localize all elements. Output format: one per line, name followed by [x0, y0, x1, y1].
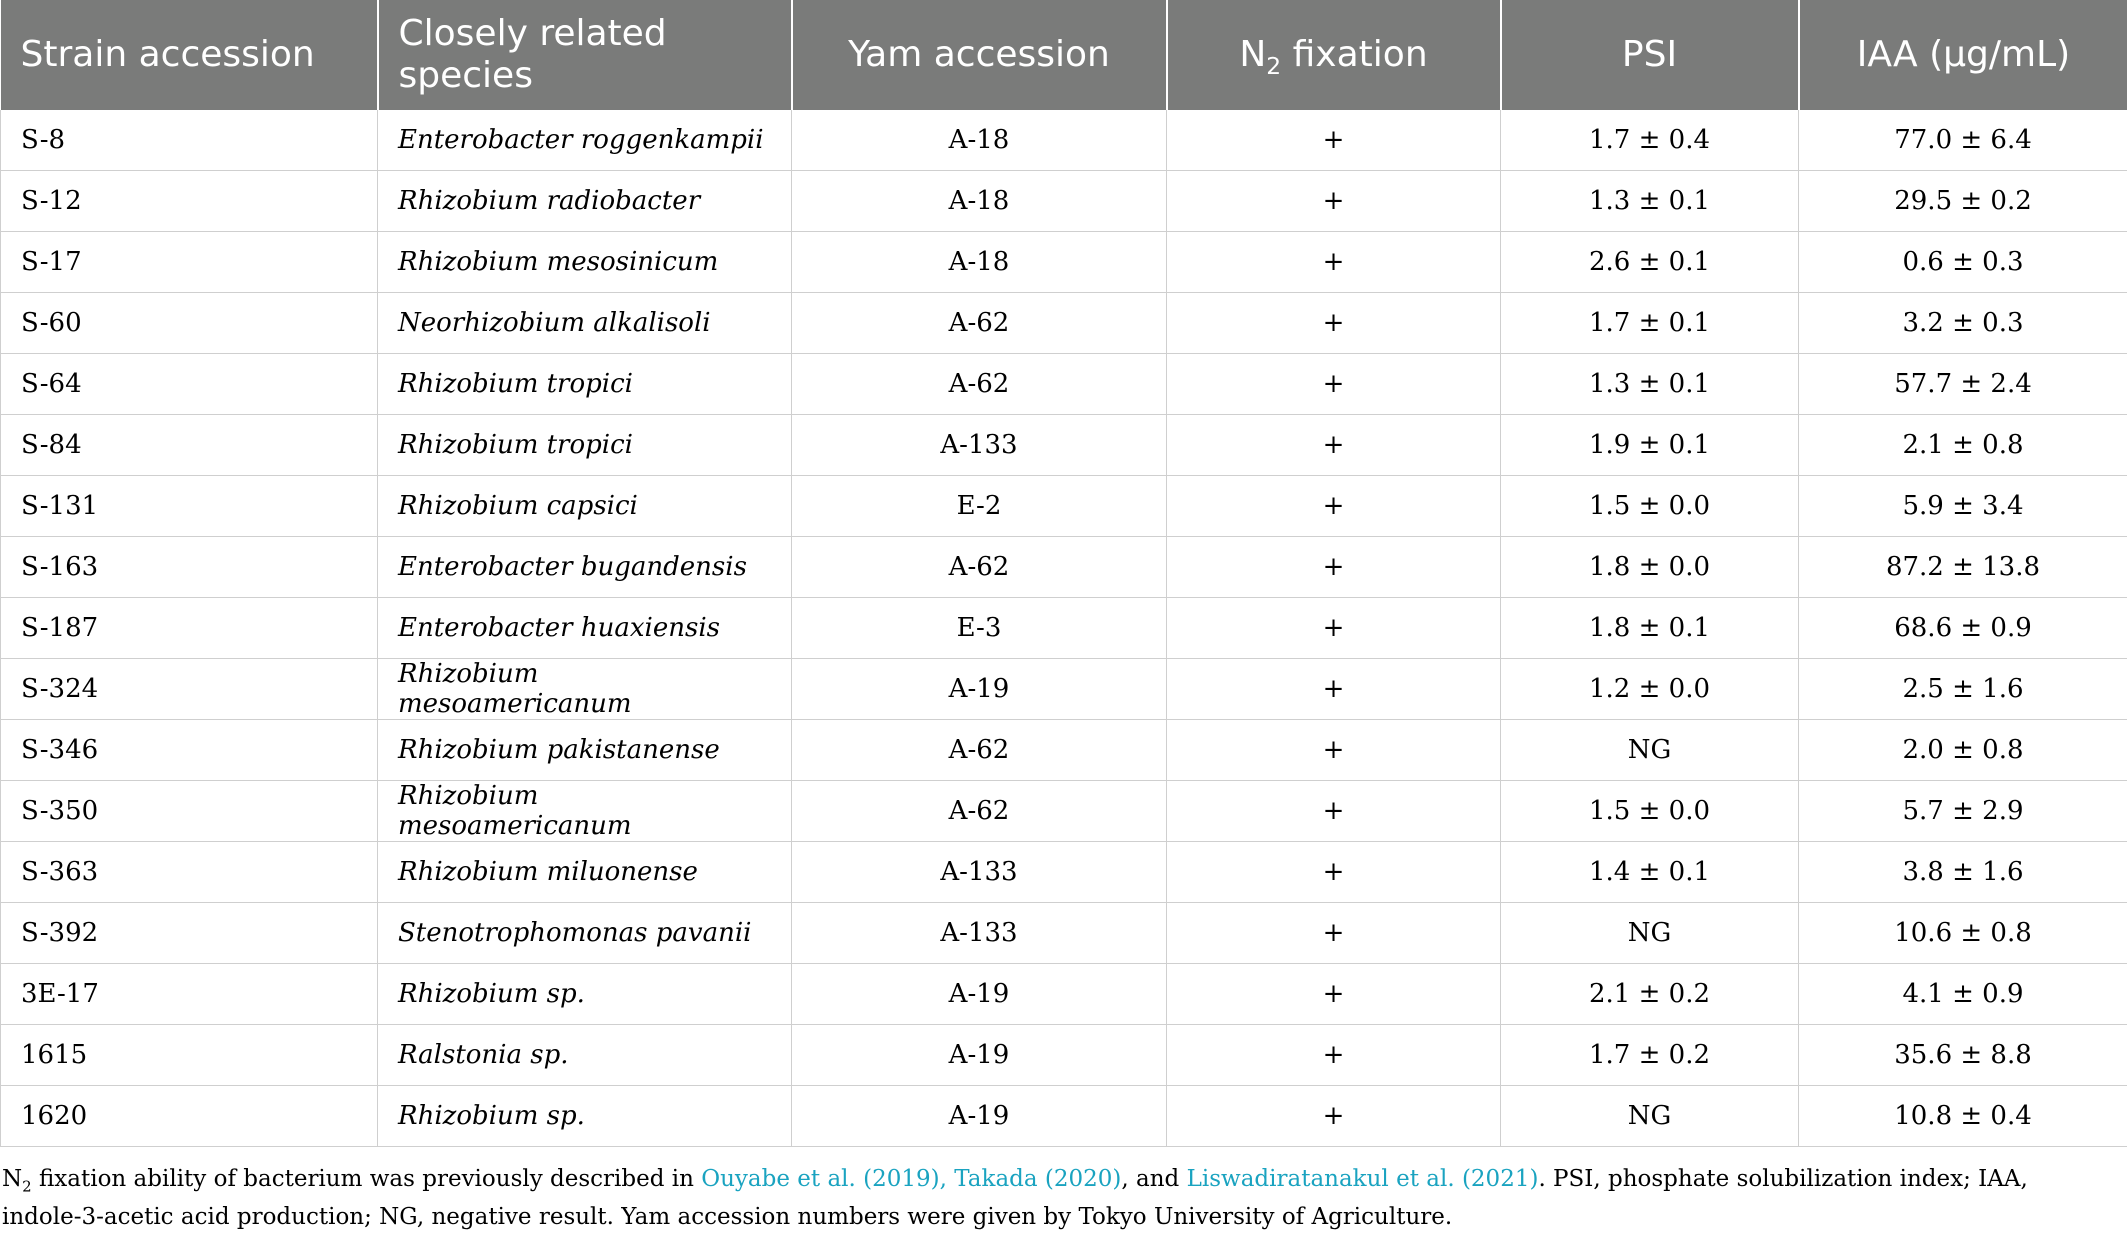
- cell-iaa: 29.5 ± 0.2: [1799, 171, 2127, 232]
- cell-strain: S-131: [1, 476, 378, 537]
- table-row: [1, 1086, 2127, 1147]
- cell-psi: NG: [1501, 720, 1799, 781]
- cell-species: Rhizobium mesosinicum: [378, 232, 792, 293]
- cell-yam: A-18: [792, 232, 1167, 293]
- cell-yam: A-133: [792, 842, 1167, 903]
- cell-iaa: 5.7 ± 2.9: [1799, 781, 2127, 842]
- cell-n2-fixation: +: [1167, 659, 1501, 720]
- cell-iaa: 10.6 ± 0.8: [1799, 903, 2127, 964]
- footnote-n2-sub: 2: [22, 1177, 32, 1196]
- cell-iaa: 2.1 ± 0.8: [1799, 415, 2127, 476]
- cell-n2-fixation: +: [1167, 720, 1501, 781]
- cell-species: Neorhizobium alkalisoli: [378, 293, 792, 354]
- table-row: [1, 1025, 2127, 1086]
- cell-psi: 1.3 ± 0.1: [1501, 354, 1799, 415]
- cell-psi: 1.7 ± 0.2: [1501, 1025, 1799, 1086]
- header-row: [1, 0, 2127, 110]
- cell-yam: A-18: [792, 110, 1167, 171]
- cell-yam: A-133: [792, 903, 1167, 964]
- cell-species: Enterobacter huaxiensis: [378, 598, 792, 659]
- cell-psi: 1.2 ± 0.0: [1501, 659, 1799, 720]
- cell-psi: 1.5 ± 0.0: [1501, 476, 1799, 537]
- cell-iaa: 35.6 ± 8.8: [1799, 1025, 2127, 1086]
- cell-yam: A-19: [792, 1025, 1167, 1086]
- cell-psi: 1.8 ± 0.0: [1501, 537, 1799, 598]
- reference-link-ouyabe-takada[interactable]: Ouyabe et al. (2019), Takada (2020): [701, 1166, 1122, 1192]
- cell-iaa: 0.6 ± 0.3: [1799, 232, 2127, 293]
- cell-psi: 1.5 ± 0.0: [1501, 781, 1799, 842]
- cell-strain: S-392: [1, 903, 378, 964]
- footnote-text-2: , and: [1121, 1166, 1187, 1192]
- cell-species: Enterobacter bugandensis: [378, 537, 792, 598]
- header-strain: Strain accession: [1, 0, 378, 110]
- table-row: [1, 659, 2127, 720]
- cell-n2-fixation: +: [1167, 842, 1501, 903]
- cell-psi: NG: [1501, 903, 1799, 964]
- cell-yam: A-18: [792, 171, 1167, 232]
- table-row: [1, 537, 2127, 598]
- cell-iaa: 57.7 ± 2.4: [1799, 354, 2127, 415]
- cell-psi: NG: [1501, 1086, 1799, 1147]
- cell-strain: S-8: [1, 110, 378, 171]
- cell-n2-fixation: +: [1167, 293, 1501, 354]
- cell-iaa: 5.9 ± 3.4: [1799, 476, 2127, 537]
- cell-yam: A-19: [792, 1086, 1167, 1147]
- cell-n2-fixation: +: [1167, 415, 1501, 476]
- cell-yam: A-19: [792, 659, 1167, 720]
- cell-yam: A-133: [792, 415, 1167, 476]
- cell-n2-fixation: +: [1167, 171, 1501, 232]
- cell-n2-fixation: +: [1167, 537, 1501, 598]
- cell-strain: 1620: [1, 1086, 378, 1147]
- header-n2-suffix: fixation: [1281, 34, 1428, 75]
- cell-strain: 3E-17: [1, 964, 378, 1025]
- table-row: [1, 110, 2127, 171]
- cell-species: Stenotrophomonas pavanii: [378, 903, 792, 964]
- table-body: [1, 110, 2127, 1147]
- cell-n2-fixation: +: [1167, 781, 1501, 842]
- cell-yam: A-62: [792, 781, 1167, 842]
- cell-iaa: 87.2 ± 13.8: [1799, 537, 2127, 598]
- cell-psi: 1.7 ± 0.4: [1501, 110, 1799, 171]
- table-row: [1, 842, 2127, 903]
- header-n2-fixation: [1167, 0, 1501, 110]
- header-species: Closely related species: [378, 0, 792, 110]
- table-row: [1, 476, 2127, 537]
- table-row: [1, 903, 2127, 964]
- cell-species: Rhizobium tropici: [378, 415, 792, 476]
- cell-yam: A-62: [792, 537, 1167, 598]
- table-row: [1, 598, 2127, 659]
- cell-n2-fixation: +: [1167, 964, 1501, 1025]
- cell-strain: S-64: [1, 354, 378, 415]
- cell-n2-fixation: +: [1167, 1025, 1501, 1086]
- cell-yam: A-19: [792, 964, 1167, 1025]
- cell-yam: A-62: [792, 720, 1167, 781]
- cell-iaa: 10.8 ± 0.4: [1799, 1086, 2127, 1147]
- cell-strain: S-363: [1, 842, 378, 903]
- cell-strain: S-163: [1, 537, 378, 598]
- cell-strain: S-324: [1, 659, 378, 720]
- cell-strain: S-12: [1, 171, 378, 232]
- cell-psi: 1.9 ± 0.1: [1501, 415, 1799, 476]
- cell-psi: 2.6 ± 0.1: [1501, 232, 1799, 293]
- cell-n2-fixation: +: [1167, 110, 1501, 171]
- cell-species: Rhizobium miluonense: [378, 842, 792, 903]
- table-row: [1, 171, 2127, 232]
- cell-iaa: 4.1 ± 0.9: [1799, 964, 2127, 1025]
- cell-n2-fixation: +: [1167, 903, 1501, 964]
- cell-yam: E-2: [792, 476, 1167, 537]
- table-row: [1, 293, 2127, 354]
- cell-iaa: 3.8 ± 1.6: [1799, 842, 2127, 903]
- table-row: [1, 415, 2127, 476]
- cell-species: Rhizobium sp.: [378, 1086, 792, 1147]
- cell-species: Rhizobium sp.: [378, 964, 792, 1025]
- cell-species: Rhizobium capsici: [378, 476, 792, 537]
- table-footnote: [2, 1160, 2112, 1236]
- cell-species: Ralstonia sp.: [378, 1025, 792, 1086]
- table-row: [1, 720, 2127, 781]
- cell-n2-fixation: +: [1167, 232, 1501, 293]
- cell-species: Rhizobium tropici: [378, 354, 792, 415]
- cell-n2-fixation: +: [1167, 476, 1501, 537]
- cell-psi: 1.8 ± 0.1: [1501, 598, 1799, 659]
- cell-strain: S-187: [1, 598, 378, 659]
- cell-strain: S-60: [1, 293, 378, 354]
- cell-species: Rhizobium pakistanense: [378, 720, 792, 781]
- table-row: [1, 232, 2127, 293]
- header-n2-sub: 2: [1266, 52, 1282, 81]
- cell-yam: E-3: [792, 598, 1167, 659]
- table-row: [1, 781, 2127, 842]
- cell-yam: A-62: [792, 293, 1167, 354]
- cell-yam: A-62: [792, 354, 1167, 415]
- cell-strain: S-17: [1, 232, 378, 293]
- cell-psi: 1.7 ± 0.1: [1501, 293, 1799, 354]
- cell-iaa: 3.2 ± 0.3: [1799, 293, 2127, 354]
- cell-species: Rhizobium mesoamericanum: [378, 659, 792, 720]
- cell-iaa: 77.0 ± 6.4: [1799, 110, 2127, 171]
- header-n2-prefix: N: [1239, 34, 1267, 75]
- cell-n2-fixation: +: [1167, 598, 1501, 659]
- cell-psi: 1.3 ± 0.1: [1501, 171, 1799, 232]
- table-row: [1, 964, 2127, 1025]
- cell-strain: S-350: [1, 781, 378, 842]
- cell-species: Rhizobium radiobacter: [378, 171, 792, 232]
- header-yam: Yam accession: [792, 0, 1167, 110]
- header-psi: PSI: [1501, 0, 1799, 110]
- cell-psi: 2.1 ± 0.2: [1501, 964, 1799, 1025]
- cell-n2-fixation: +: [1167, 1086, 1501, 1147]
- footnote-n2-prefix: N: [2, 1166, 23, 1192]
- cell-iaa: 68.6 ± 0.9: [1799, 598, 2127, 659]
- cell-strain: S-84: [1, 415, 378, 476]
- cell-strain: S-346: [1, 720, 378, 781]
- cell-iaa: 2.0 ± 0.8: [1799, 720, 2127, 781]
- footnote-text-3: . PSI, phosphate solubilization index; IAA, indole-3-acetic acid production; NG, negative result. Yam accession numbers were given by Tokyo University of Agriculture.: [2, 1166, 2028, 1230]
- cell-strain: 1615: [1, 1025, 378, 1086]
- cell-n2-fixation: +: [1167, 354, 1501, 415]
- header-iaa: IAA (μg/mL): [1799, 0, 2127, 110]
- cell-psi: 1.4 ± 0.1: [1501, 842, 1799, 903]
- table-row: [1, 354, 2127, 415]
- cell-species: Rhizobium mesoamericanum: [378, 781, 792, 842]
- cell-iaa: 2.5 ± 1.6: [1799, 659, 2127, 720]
- footnote-text-1: fixation ability of bacterium was previously described in: [31, 1166, 702, 1192]
- reference-link-liswadiratanakul[interactable]: Liswadiratanakul et al. (2021): [1186, 1166, 1539, 1192]
- cell-species: Enterobacter roggenkampii: [378, 110, 792, 171]
